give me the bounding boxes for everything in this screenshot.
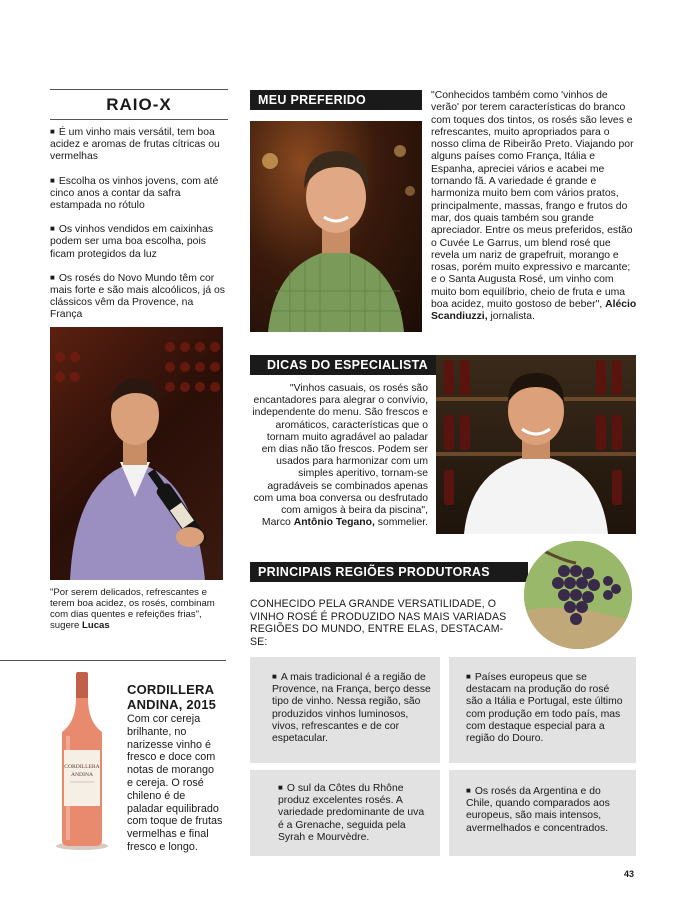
region-box-text: ■ O sul da Côtes du Rhône produz excelentes rosés. A variedade predominante de uva é a Grenache, seguida pela Syrah e Mourvèdre. <box>278 783 428 844</box>
photo-lucas-graphic <box>50 327 223 580</box>
lucas-quote: "Por serem delicados, refrescantes e terem boa acidez, os rosés, combinam com dias quentes e refeições frias", sugere <box>50 587 215 631</box>
raiox-section <box>50 89 228 334</box>
photo-alecio <box>250 121 422 332</box>
region-box <box>250 770 440 856</box>
dicas-text <box>252 383 428 529</box>
region-box <box>449 770 636 856</box>
wine-title <box>127 683 237 712</box>
grapes-image <box>524 541 632 649</box>
meu-preferido-quote: "Conhecidos também como 'vinhos de verão' por terem características do branco com toques dos tintos, os rosés são leves e refrescantes, muito apropriados para o nosso clima de Ribeirão Preto. Viajando por alguns países como França, Itália e Espanha, apreciei vários e acabei me tornando fã. A variedade é grande e harmoniza muito bem com vários pratos, principalmente, massas, frango e frutos do mar, dos quais também sou grande apreciador. Entre os meus preferidos, estão o Cuvée Le Garrus, um blend rosé que revela um nariz de grapefruit, morango e rosas, porém muito expressivo e marcante; e o Santa Augusta Rosé, um vinho com muito bom equilíbrio, cheio de fruta e uma boa acidez, muito gostoso de beber", <box>431 90 634 311</box>
dicas-author: Antônio Tegano, <box>293 517 375 529</box>
wine-title-line2: ANDINA, 2015 <box>127 696 217 712</box>
raiox-item: ■ Os rosés do Novo Mundo têm cor mais forte e são mais alcoólicos, já os clássicos vêm da Provence, na França <box>50 273 228 322</box>
meu-preferido-role: jornalista. <box>487 311 535 323</box>
bottle-label-line1: CORDILLERA <box>64 764 100 770</box>
divider <box>0 660 226 661</box>
dicas-role: sommelier. <box>374 517 428 529</box>
lucas-name: Lucas <box>82 620 110 631</box>
photo-alecio-graphic <box>250 121 422 332</box>
wine-bottle-image <box>54 670 110 852</box>
lucas-caption <box>50 587 226 631</box>
bottle-label-line2: ANDINA <box>70 772 94 778</box>
raiox-item: ■ É um vinho mais versátil, tem boa acidez e aromas de frutas cítricas ou vermelhas <box>50 127 228 164</box>
photo-marco <box>436 355 636 534</box>
region-box <box>250 657 440 763</box>
regioes-banner: PRINCIPAIS REGIÕES PRODUTORAS <box>250 562 528 582</box>
wine-title-line1: CORDILLERA <box>127 682 215 697</box>
raiox-item: ■ Os vinhos vendidos em caixinhas podem ser uma boa escolha, pois ficam protegidos da luz <box>50 224 228 261</box>
raiox-item: ■ Escolha os vinhos jovens, com até cinco anos a contar da safra estampada no rótulo <box>50 176 228 213</box>
wine-description: Com cor cereja brilhante, no narizesse vinho é fresco e doce com notas de morango e cereja. O rosé chileno é de paladar equilibrado com toque de frutas vermelhas e final fresco e longo. <box>127 713 223 853</box>
meu-preferido-text <box>431 90 637 324</box>
grapes-graphic <box>524 541 632 649</box>
divider <box>50 119 228 120</box>
raiox-title: RAIO-X <box>106 95 172 114</box>
region-box-text: ■ A mais tradicional é a região de Provence, na França, berço desse tipo de vinho. Nessa região, são produzidos vinhos luminosos, vivos, refrescantes e de cor espetacular. <box>272 672 432 745</box>
page-number: 43 <box>624 869 635 879</box>
regioes-intro: CONHECIDO PELA GRANDE VERSATILIDADE, O VINHO ROSÉ É PRODUZIDO NAS MAIS VARIADAS REGIÕES DO MUNDO, ENTRE ELAS, DESTACAM-SE: <box>250 598 507 648</box>
photo-marco-graphic <box>436 355 636 534</box>
region-box-text: ■ Os rosés da Argentina e do Chile, quando comparados aos europeus, são mais intensos, avermelhados e concentrados. <box>466 786 622 835</box>
region-box <box>449 657 636 763</box>
wine-bottle-graphic <box>54 670 110 852</box>
dicas-quote: "Vinhos casuais, os rosés são encantadores para alegrar o convívio, independente do menu. São frescos e aromáticos, características que o tornam muito agradável ao paladar em dias não tão frescos. Podem ser usados para harmonizar com um simples aperitivo, tornam-se agradáveis se combinados apenas com uma boa conversa ou desfrutado com amigos à beira da piscina", Marco <box>252 383 428 529</box>
photo-lucas <box>50 327 223 580</box>
meu-preferido-banner: MEU PREFERIDO <box>250 90 422 110</box>
region-box-text: ■ Países europeus que se destacam na produção do rosé são a Itália e Portugal, este último com produção em todo país, mas com destaque especial para a região do Douro. <box>466 672 628 745</box>
dicas-banner: DICAS DO ESPECIALISTA <box>250 355 436 375</box>
meu-preferido-author: Alécio Scandiuzzi, <box>431 299 637 323</box>
